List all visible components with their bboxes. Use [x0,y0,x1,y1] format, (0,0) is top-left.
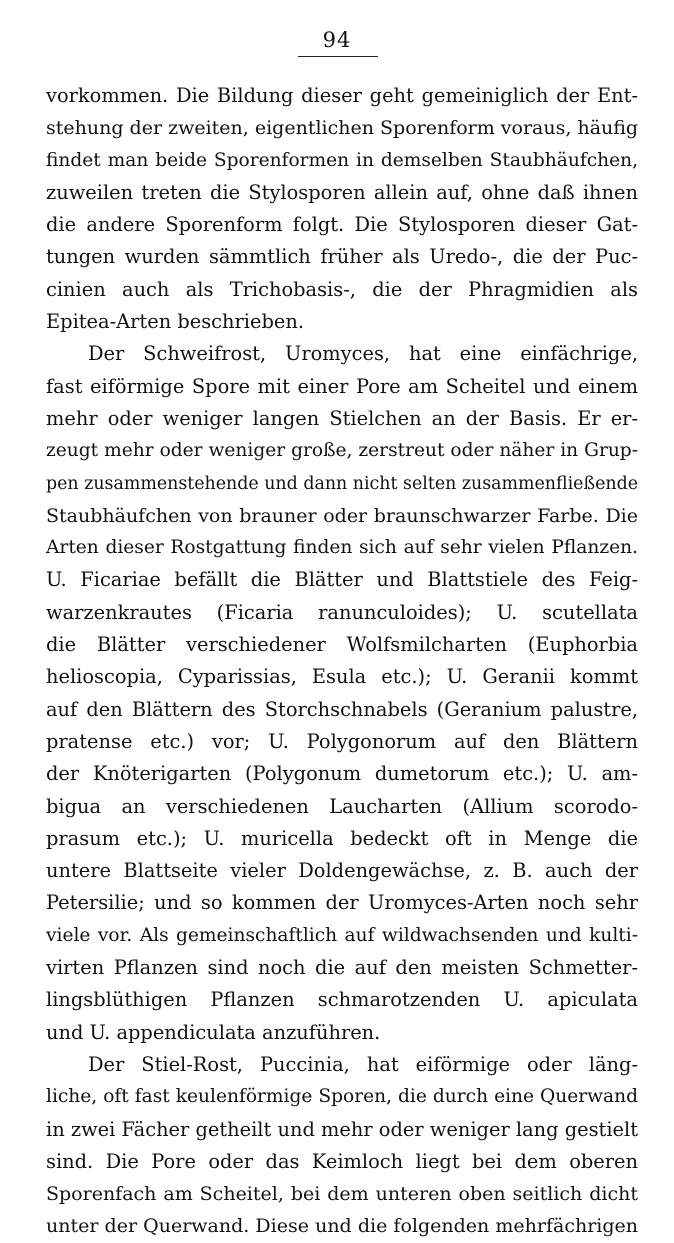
text-line: liche, oft fast keulenförmige Sporen, die durch eine Querwand [46,1086,638,1108]
text-line: warzenkrautes (Ficaria ranunculoides); U. scutellata [46,600,638,624]
text-line: zeugt mehr oder weniger große, zerstreut oder näher in Grup- [46,440,638,462]
text-line: in zwei Fächer getheilt und mehr oder weniger lang gestielt [46,1117,638,1141]
paragraph [46,1049,638,1243]
text-line: der Knöterigarten (Polygonum dumetorum etc.); U. am- [46,762,638,786]
text-line: stehung der zweiten, eigentlichen Sporenform voraus, häufig [46,117,638,140]
body-text [46,80,638,1243]
text-line: prasum etc.); U. muricella bedeckt oft in Menge die [46,826,638,850]
text-line: mehr oder weniger langen Stielchen an der Basis. Er er- [46,406,638,430]
paragraph [46,80,638,338]
text-line: cinien auch als Trichobasis-, die der Phragmidien als [46,277,638,301]
text-line: fast eiförmige Spore mit einer Pore am Scheitel und einem [46,374,638,398]
text-line: auf den Blättern des Storchschnabels (Geranium palustre, [46,697,638,721]
text-line: vorkommen. Die Bildung dieser geht gemeiniglich der Ent- [46,84,638,107]
text-line: Petersilie; und so kommen der Uromyces-Arten noch sehr [46,891,638,915]
text-line: pen zusammenstehende und dann nicht selten zusammenfließende [46,473,638,494]
text-line: findet man beide Sporenformen in demselben Staubhäufchen, [46,149,638,171]
header-rule [298,56,378,57]
text-line: zuweilen treten die Stylosporen allein auf, ohne daß ihnen [46,180,638,204]
text-line: und U. appendiculata anzuführen. [46,1020,381,1044]
text-line: die Blätter verschiedener Wolfsmilcharten (Euphorbia [46,633,638,657]
text-line: sind. Die Pore oder das Keimloch liegt bei dem oberen [46,1149,638,1173]
text-line: Arten dieser Rostgattung finden sich auf sehr vielen Pflanzen. [46,537,638,559]
text-line: tungen wurden sämmtlich früher als Uredo-, die der Puc- [46,245,638,269]
paragraph [46,338,638,1049]
text-line: Staubhäufchen von brauner oder braunschwarzer Farbe. Die [46,504,638,527]
text-line: Epitea-Arten beschrieben. [46,310,305,334]
text-line: U. Ficariae befällt die Blätter und Blattstiele des Feig- [46,568,638,592]
page-number: 94 [322,28,352,52]
text-line: virten Pflanzen sind noch die auf den meisten Schmetter- [46,956,638,980]
text-line: unter der Querwand. Diese und die folgenden mehrfächrigen [46,1215,638,1238]
text-line: viele vor. Als gemeinschaftlich auf wildwachsenden und kulti- [46,924,638,946]
text-line: lingsblüthigen Pflanzen schmarotzenden U. apiculata [46,988,638,1012]
text-line: Der Schweifrost, Uromyces, hat eine einfächrige, [88,342,638,366]
text-line: die andere Sporenform folgt. Die Stylosporen dieser Gat- [46,213,638,237]
text-line: bigua an verschiedenen Laucharten (Allium scorodo- [46,794,638,818]
text-line: Der Stiel-Rost, Puccinia, hat eiförmige oder läng- [88,1052,638,1076]
text-line: pratense etc.) vor; U. Polygonorum auf den Blättern [46,729,638,753]
text-line: helioscopia, Cyparissias, Esula etc.); U. Geranii kommt [46,665,638,689]
text-line: Sporenfach am Scheitel, bei dem unteren oben seitlich dicht [46,1183,638,1206]
text-line: untere Blattseite vieler Doldengewächse, z. B. auch der [46,859,638,883]
